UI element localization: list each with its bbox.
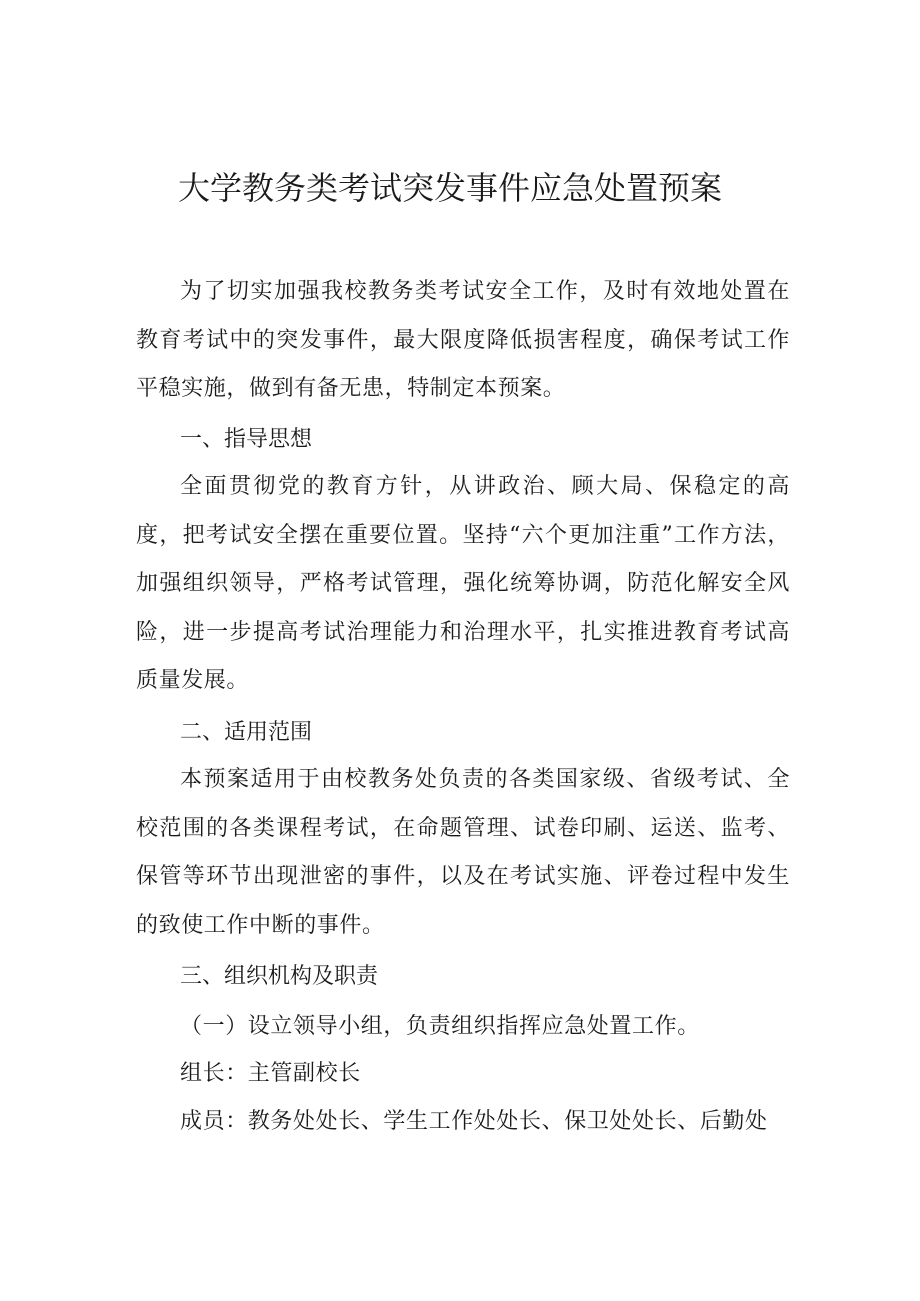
section-heading-organization: 三、组织机构及职责 — [180, 964, 379, 989]
organization-subitem: （一）设立领导小组，负责组织指挥应急处置工作。 — [180, 1014, 700, 1039]
intro-paragraph: 为了切实加强我校教务类考试安全工作，及时有效地处置在教育考试中的突发事件，最大限度降低损害程度，确保考试工作平稳实施，做到有备无患，特制定本预案。 — [136, 279, 790, 401]
organization-leader: 组长：主管副校长 — [180, 1061, 361, 1086]
organization-members: 成员：教务处处长、学生工作处处长、保卫处处长、后勤处 — [180, 1109, 768, 1134]
document-title-text: 大学教务类考试突发事件应急处置预案 — [177, 169, 722, 207]
section-body-scope: 本预案适用于由校教务处负责的各类国家级、省级考试、全校范围的各类课程考试，在命题管理、试卷印刷、运送、监考、保管等环节出现泄密的事件，以及在考试实施、评卷过程中发生的致使工作中断的事件。 — [136, 767, 790, 938]
section-heading-guiding-ideology: 一、指导思想 — [180, 427, 313, 452]
document-title — [0, 166, 920, 210]
section-heading-scope: 二、适用范围 — [180, 720, 313, 745]
section-body-guiding-ideology: 全面贯彻党的教育方针，从讲政治、顾大局、保稳定的高度，把考试安全摆在重要位置。坚持“六个更加注重”工作方法，加强组织领导，严格考试管理，强化统筹协调，防范化解安全风险，进一步提高考试治理能力和治理水平，扎实推进教育考试高质量发展。 — [136, 474, 790, 693]
